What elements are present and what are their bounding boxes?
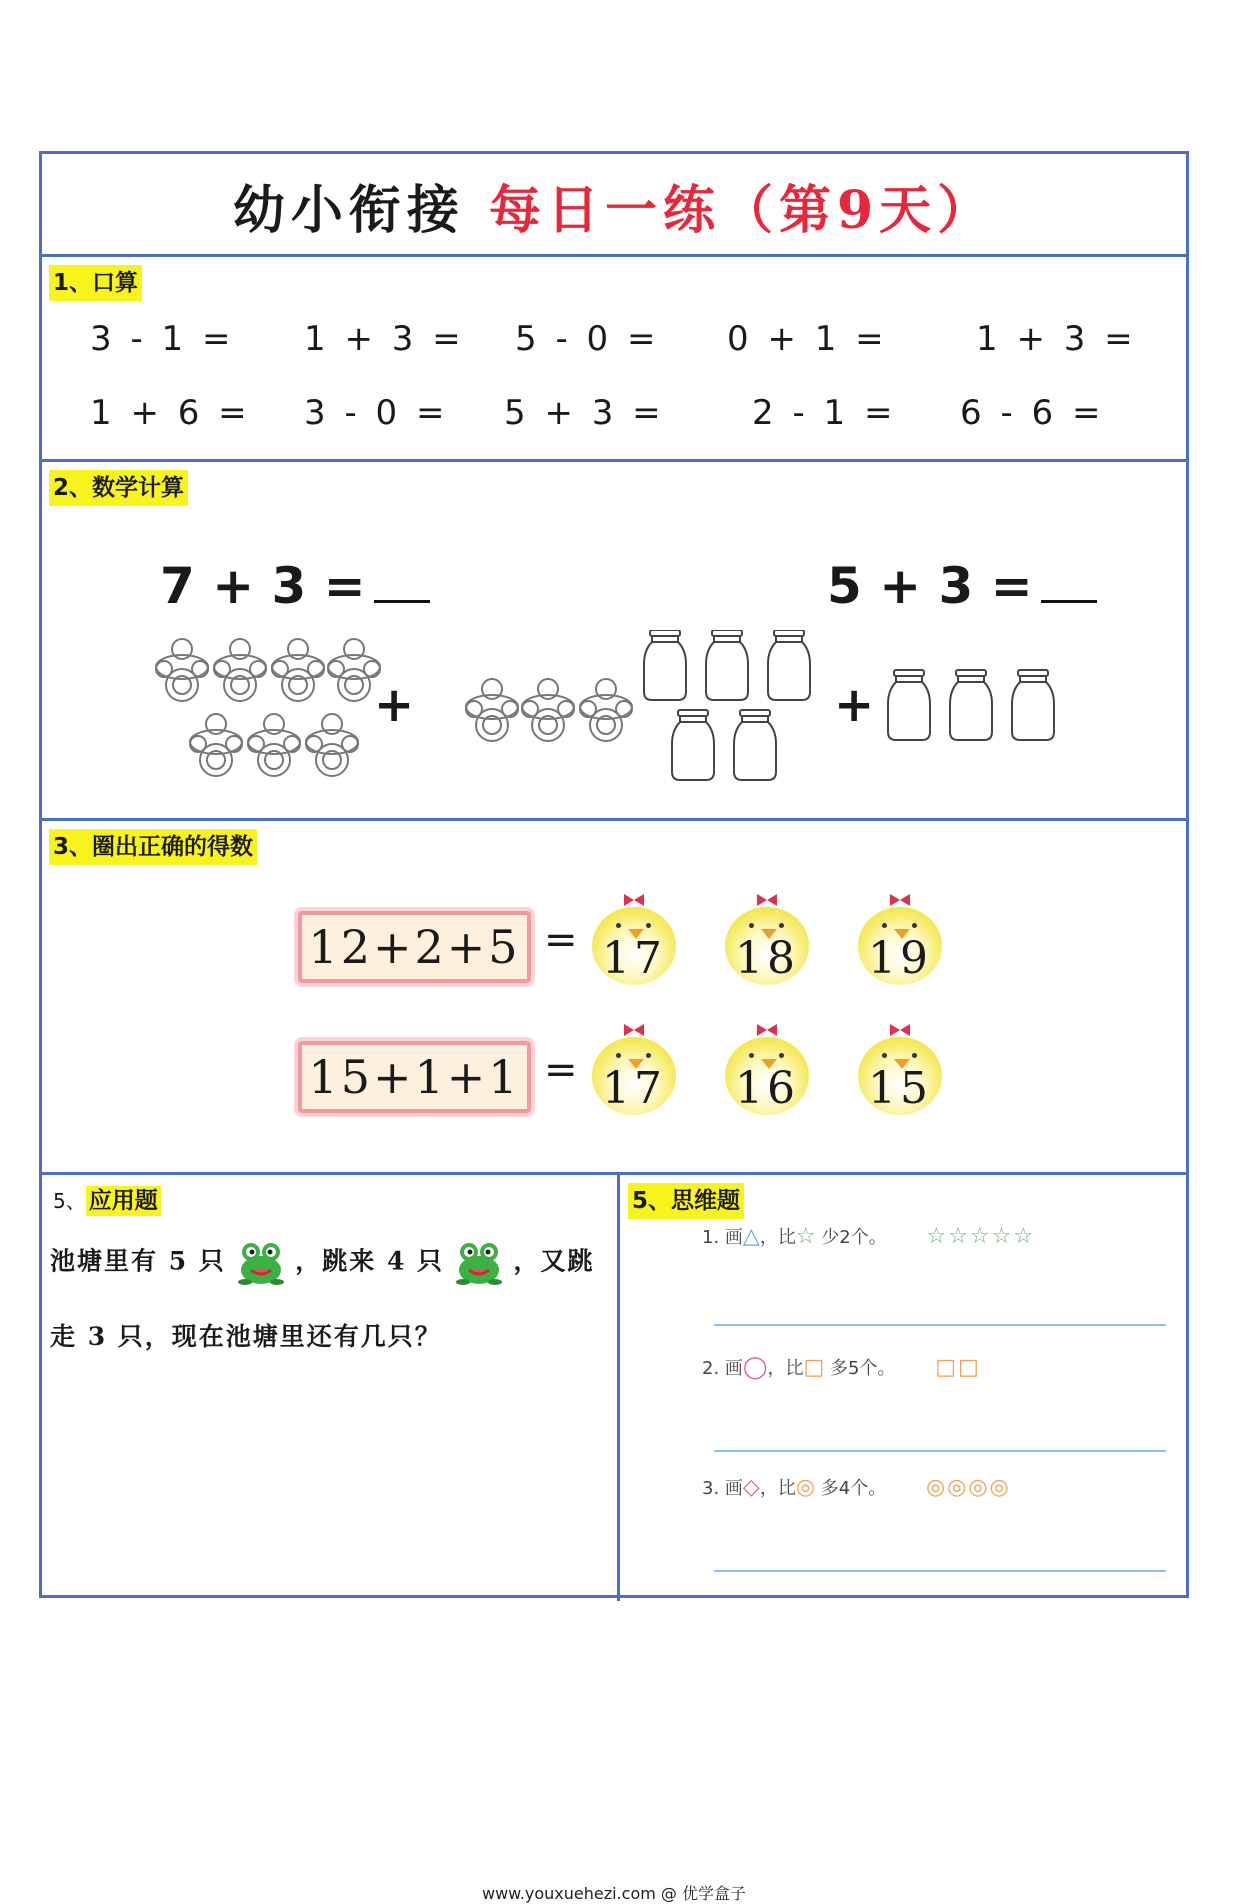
footer: www.youxuehezi.com @ 优学盒子 xyxy=(482,1884,746,1903)
oral-problem: 1 + 3 = xyxy=(304,319,465,359)
title-row xyxy=(42,154,1186,257)
item-text: 多4个。 xyxy=(815,1478,887,1499)
section-circle-answer xyxy=(42,821,1186,1175)
ring-row: ◎◎◎◎ xyxy=(925,1475,1011,1500)
triangle-icon: △ xyxy=(742,1224,760,1249)
section-word-problem xyxy=(42,1175,617,1595)
jar-icon xyxy=(706,630,748,700)
diamond-icon: ◇ xyxy=(742,1475,760,1500)
story-text: ，跳来 4 只 xyxy=(295,1246,445,1276)
choice-number: 18 xyxy=(735,933,799,984)
pacifier-icon xyxy=(580,679,632,741)
oral-problem: 5 - 0 = xyxy=(515,319,660,359)
jar-icon xyxy=(1012,670,1054,740)
title-part1: 幼小衔接 xyxy=(232,180,465,241)
pacifier-icon xyxy=(306,714,358,776)
item-text: ，比 xyxy=(759,1478,796,1499)
jar-icon xyxy=(888,670,930,740)
jar-icon xyxy=(734,710,776,780)
frog-icon xyxy=(237,1240,285,1286)
pacifier-icon xyxy=(272,639,324,701)
chick-choice[interactable] xyxy=(721,893,813,985)
chick-choice[interactable] xyxy=(854,893,946,985)
section-3-label: 3、圈出正确的得数 xyxy=(49,829,257,865)
jar-group xyxy=(642,630,1112,790)
thinking-item-3 xyxy=(702,1474,1011,1500)
item-text: 少2个。 xyxy=(815,1227,887,1248)
title-part2: 每日一练（第9天） xyxy=(488,180,996,241)
oral-problem: 2 - 1 = xyxy=(752,393,897,433)
oral-problem: 6 - 6 = xyxy=(960,393,1105,433)
page-title xyxy=(42,168,1186,243)
choice-number: 17 xyxy=(602,933,666,984)
oral-problem: 1 + 3 = xyxy=(976,319,1137,359)
frog-icon xyxy=(455,1240,503,1286)
oral-problem: 3 - 0 = xyxy=(304,393,449,433)
pacifier-icon xyxy=(214,639,266,701)
story-line-2: 走 3 只，现在池塘里还有几只？ xyxy=(50,1322,442,1351)
oral-problem: 1 + 6 = xyxy=(90,393,251,433)
square-icon: □ xyxy=(803,1355,825,1380)
choice-number: 19 xyxy=(868,933,932,984)
choice-number: 15 xyxy=(868,1063,932,1114)
answer-blank[interactable] xyxy=(374,560,430,603)
square-row: □□ xyxy=(935,1355,981,1380)
ring-icon: ◎ xyxy=(795,1475,816,1500)
answer-line[interactable] xyxy=(714,1324,1166,1326)
story-text: 池塘里有 5 只 xyxy=(50,1246,226,1276)
expression-box: 15+1+1 xyxy=(298,1041,531,1113)
pacifier-icon xyxy=(156,639,208,701)
answer-blank[interactable] xyxy=(1041,560,1097,603)
chick-choice[interactable] xyxy=(588,893,680,985)
answer-line[interactable] xyxy=(714,1570,1166,1572)
section-math-calculation xyxy=(42,462,1186,821)
choice-number: 16 xyxy=(735,1063,799,1114)
plus-sign: + xyxy=(834,677,875,733)
jar-icon xyxy=(672,710,714,780)
item-text: 2. 画 xyxy=(702,1358,743,1379)
equation-left xyxy=(160,557,430,615)
oral-problem: 0 + 1 = xyxy=(727,319,888,359)
pacifier-icon xyxy=(328,639,380,701)
chick-choice[interactable] xyxy=(854,1023,946,1115)
plus-sign: + xyxy=(374,677,415,733)
section-5a-label xyxy=(49,1183,165,1219)
jar-icon xyxy=(644,630,686,700)
section-5b-label: 5、思维题 xyxy=(628,1183,744,1219)
item-text: ，比 xyxy=(759,1227,796,1248)
thinking-item-2 xyxy=(702,1354,981,1380)
section-2-label: 2、数学计算 xyxy=(49,470,188,506)
choice-number: 17 xyxy=(602,1063,666,1114)
section-5a-title: 应用题 xyxy=(86,1186,161,1216)
story-text: ，又跳 xyxy=(513,1246,595,1276)
oral-problem: 5 + 3 = xyxy=(504,393,665,433)
star-row: ☆☆☆☆☆ xyxy=(926,1224,1036,1249)
star-icon: ☆ xyxy=(795,1224,816,1249)
pacifier-icon xyxy=(248,714,300,776)
section-5a-num: 5、 xyxy=(53,1189,86,1213)
circle-icon: ◯ xyxy=(742,1355,768,1380)
item-text: 多5个。 xyxy=(824,1358,896,1379)
item-text: 1. 画 xyxy=(702,1227,743,1248)
expression-box: 12+2+5 xyxy=(298,911,531,983)
pacifier-icon xyxy=(190,714,242,776)
section-oral-arithmetic xyxy=(42,257,1186,462)
section-1-label: 1、口算 xyxy=(49,265,142,301)
chick-choice[interactable] xyxy=(588,1023,680,1115)
pacifier-icon xyxy=(466,679,518,741)
thinking-item-1 xyxy=(702,1223,1035,1249)
pacifier-icon xyxy=(522,679,574,741)
equation-left-text: 7 + 3 = xyxy=(160,557,366,615)
story-line-1 xyxy=(50,1240,595,1286)
jar-icon xyxy=(950,670,992,740)
jar-icon xyxy=(768,630,810,700)
equals-sign: = xyxy=(544,1047,578,1093)
item-text: ，比 xyxy=(767,1358,804,1379)
worksheet xyxy=(39,151,1189,1903)
equation-right xyxy=(827,557,1097,615)
item-text: 3. 画 xyxy=(702,1478,743,1499)
equals-sign: = xyxy=(544,917,578,963)
answer-line[interactable] xyxy=(714,1450,1166,1452)
equation-right-text: 5 + 3 = xyxy=(827,557,1033,615)
oral-problem: 3 - 1 = xyxy=(90,319,235,359)
chick-choice[interactable] xyxy=(721,1023,813,1115)
